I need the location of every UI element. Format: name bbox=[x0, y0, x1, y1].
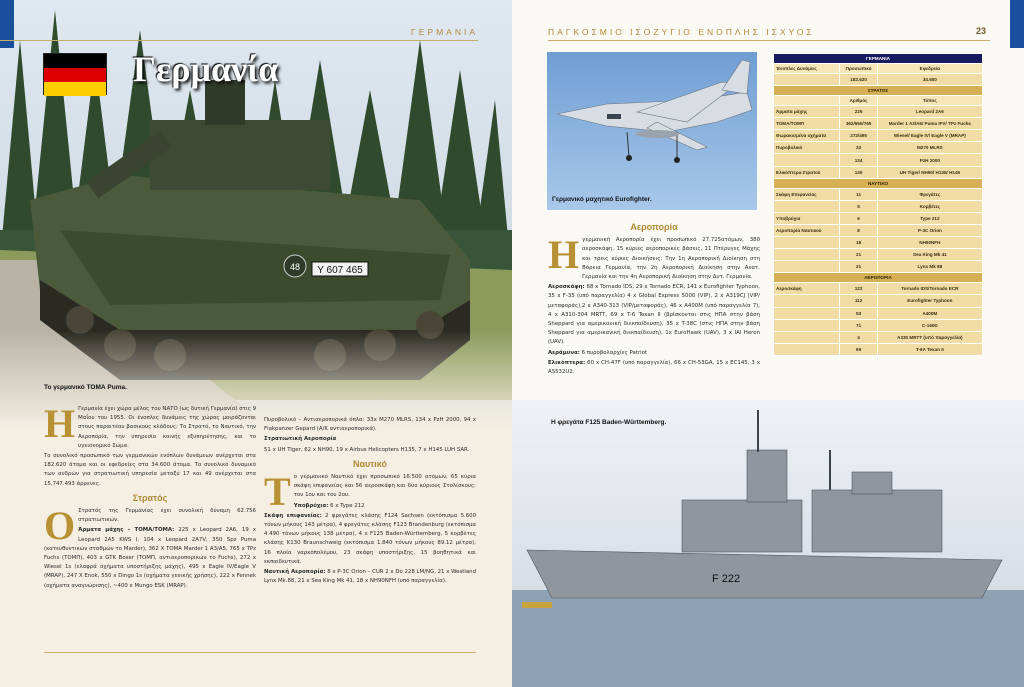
drop-cap: Ο bbox=[44, 503, 76, 549]
surf-label: Σκάφη επιφανείας: bbox=[264, 512, 322, 519]
army-units: 225 x Leopard 2A6, 19 x Leopard 2A5 KWS I, 104 x Leopard 2A7V, 350 Spz Puma (κατευθυντικών σταθμών το Marder), 362 X ΤΟΜΑ Marder 1 A3/A5, 765 x TPz Fuchs (ΤΟΜΠ), 403 x GTK Boxer (ΤΟΜΠ, αντιαεροπορικών το Fuchs), 272 x Wiesel 1s (ελαφρά οχήματα υποστήριξης μάχης), 495 x Eagle IV/Eagle V (MRAP), 247 X Enok, 550 x Dingo 1s (οχήματα γενικής χρήσης), 222 x Fennek (οχήματα αναγνώρισης), ~400 x Mungo ESK (MRAP). bbox=[44, 527, 256, 589]
table-cell: Type 212 bbox=[877, 212, 982, 224]
army-text-2: Πυροβολικό – Αντιαεροπορικά όπλα: 33x M270 MLRS, 134 x PzH 2000, 94 x Flakpanzer Gepard (Α/Κ αντιαεροπορικά). bbox=[264, 417, 476, 433]
table-cell: Σκάφη Επιφανείας bbox=[774, 188, 840, 200]
table-cell: M270 MLRS bbox=[877, 142, 982, 154]
table-cell: T-6A Texan II bbox=[877, 343, 982, 355]
table-cell bbox=[774, 343, 840, 355]
army-heading: Στρατός bbox=[132, 492, 168, 503]
table-row bbox=[774, 166, 983, 178]
table-row bbox=[774, 237, 983, 249]
table-cell: P-3C Orion bbox=[877, 224, 982, 236]
table-cell: Eurofighter Typhoon bbox=[877, 295, 982, 307]
table-section-row bbox=[774, 86, 983, 96]
right-column bbox=[264, 416, 476, 587]
hull-number: F 222 bbox=[712, 573, 741, 585]
table-cell: Θωρακισμένα οχήματα bbox=[774, 130, 840, 142]
table-cell: 8 bbox=[840, 224, 877, 236]
table-cell: Ένοπλες Δυνάμεις bbox=[774, 64, 840, 74]
table-row bbox=[774, 249, 983, 261]
table-row bbox=[774, 224, 983, 236]
germany-flag bbox=[43, 53, 107, 95]
page-number: 23 bbox=[975, 26, 986, 36]
table-title: ΓΕΡΜΑΝΙΑ bbox=[774, 54, 983, 64]
table-cell bbox=[774, 200, 840, 212]
table-cell: Tornado IDS/Tornado ECR bbox=[877, 283, 982, 295]
table-cell: 53 bbox=[840, 307, 877, 319]
table-cell bbox=[774, 261, 840, 273]
table-row bbox=[774, 154, 983, 166]
table-cell: Προσωπικό bbox=[840, 64, 877, 74]
table-cell: 112 bbox=[840, 295, 877, 307]
tank-caption: Το γερμανικό ΤΟΜΑ Puma. bbox=[44, 384, 127, 391]
table-row bbox=[774, 319, 983, 331]
table-cell: 134 bbox=[840, 154, 877, 166]
intro-text-2: Το συνολικό προσωπικό των γερμανικών ενόπλων δυνάμεων ανέρχεται στα 182.620 άτομα και οι εφεδρείες στα 34.600 άτομα. Το συνολικό δυναμικό των ανδρών για στρατιωτική υπηρεσία μεταξύ 17 και 49 ανέρχεται στα 15.747.493 άρρενες. bbox=[44, 453, 256, 487]
drop-cap: Η bbox=[548, 232, 580, 278]
navy-heading: Ναυτικό bbox=[352, 458, 387, 469]
table-row bbox=[774, 261, 983, 273]
table-row bbox=[774, 200, 983, 212]
sub-label: Υποβρύχια: bbox=[293, 502, 329, 509]
table-cell: PzH 2000 bbox=[877, 154, 982, 166]
table-cell: Lynx Mk 88 bbox=[877, 261, 982, 273]
table-cell: Άρματα μάχης bbox=[774, 106, 840, 118]
air-column bbox=[548, 218, 760, 378]
ship-caption: Η φρεγάτα F125 Baden-Württemberg. bbox=[551, 419, 667, 426]
table-cell: 362/550/765 bbox=[840, 118, 877, 130]
frigate-photo bbox=[512, 400, 1024, 687]
table-cell: 71 bbox=[840, 319, 877, 331]
table-cell: A330 MRTT (υπό παραγγελία) bbox=[877, 331, 982, 343]
table-cell: 4 bbox=[840, 331, 877, 343]
table-cell: Κορβέτες bbox=[877, 200, 982, 212]
drop-cap: Τ bbox=[264, 469, 291, 515]
table-cell: 225 bbox=[840, 106, 877, 118]
table-cell: A400M bbox=[877, 307, 982, 319]
navy-text: ο γερμανικό Ναυτικό έχει προσωπικό 16.500 ατόμων, 65 κύρια σκάφη επιφανείας και 56 αεροσκάφη και δύο κύριους Στολίσκους: του 1ου και του 2ου. bbox=[293, 474, 476, 499]
table-section-title: ΑΕΡΟΠΟΡΙΑ bbox=[774, 273, 983, 283]
table-cell bbox=[774, 319, 840, 331]
surf-text: 2 φρεγάτες κλάσης F124 Sachsen (εκτόπισμα 5.600 τόνων μήκους 143 μέτρα), 4 φρεγάτες κλάσης F123 Brandenburg (εκτόπισμα 4.490 τόνων μήκους 138 μέτρα), 4 x F125 Baden-Württemberg, 5 κορβέτες κλάσης K130 Braunschweig (εκτόπισμα 1.840 τόνων μήκους 89.12 μέτρα), 16 πλοία ναρκοπολέμου, 23 σκάφη υποστήριξης, 15 βοηθητικά και εκπαιδευτικά. bbox=[264, 512, 476, 565]
svg-text:Y 607 465: Y 607 465 bbox=[317, 265, 363, 276]
table-cell: Marder 1 A3/A5/ Puma IFV/ TPz Fuchs bbox=[877, 118, 982, 130]
table-cell: Φρεγάτες bbox=[877, 188, 982, 200]
table-section-row bbox=[774, 273, 983, 283]
table-row bbox=[774, 212, 983, 224]
jet-caption: Γερμανικό μαχητικό Eurofighter. bbox=[552, 196, 652, 203]
naval-air-text: 8 x P-3C Orion – CUR 2 x Do 228 LM/NG, 21 x Westland Lynx Mk.88, 21 x Sea King Mk 41, 18 x NH90NFH (υπό παραγγελία). bbox=[264, 569, 477, 585]
table-cell: Αριθμός bbox=[840, 96, 877, 106]
intro-text: Γερμανία έχει χώρα μέλος του ΝΑΤΟ (ως δυτική Γερμανία) στις 9 Μαΐου του 1955. Οι ένοπλες δυνάμεις της χώρας μοιράζονται στους παραιτέου βασικούς κλάδους: Το Στρατό, το Ναυτικό, την Αεροπορία, την υπηρεσία κοινής εξυπηρέτησης, και το υγειονομικό Σώμα. bbox=[78, 406, 257, 449]
aircraft-text: 68 x Tornado IDS, 29 x Tornado ECR, 141 x Eurofighter Typhoon, 35 x F-35 (υπό παραγγελία) 4 x Global Express 5000 (VIP), 2 x A319CJ (VIP/μεταφοράς),2 x A340-313 (VIP/μεταφοράς), 46 x A400M (υπό παραγγελία 7), 4 x A310-304 MRTT, 69 x T-6 Texan II (βρίσκονται στις ΗΠΑ στην βάση Sheppard για αμερικανική διεκπαίδευση), 35 x T-38C (στις ΗΠΑ στην βάση Sheppard για αμερικανική διεκπαίδευση), 1x EuroHawk (UAV), 3 x IAI Heron (UAV). bbox=[548, 284, 760, 346]
header-rule bbox=[548, 40, 990, 41]
air-heading: Αεροπορία bbox=[630, 222, 678, 232]
table-row bbox=[774, 130, 983, 142]
table-cell: ΤΟΜΑ/ΤΟΜΠ bbox=[774, 118, 840, 130]
table-cell: 182.620 bbox=[840, 74, 877, 86]
table-section-title: ΣΤΡΑΤΟΣ bbox=[774, 86, 983, 96]
right-page bbox=[512, 0, 1024, 687]
table-cell: 34.600 bbox=[877, 74, 982, 86]
table-cell: 130 bbox=[840, 166, 877, 178]
table-cell: 6 bbox=[840, 212, 877, 224]
forces-table bbox=[773, 53, 983, 356]
running-header: ΓΕΡΜΑΝΙΑ bbox=[411, 27, 478, 37]
table-cell bbox=[774, 154, 840, 166]
table-cell: 69 bbox=[840, 343, 877, 355]
naval-air-label: Ναυτική Αεροπορία: bbox=[264, 569, 326, 576]
page-corner-tab bbox=[1010, 0, 1024, 48]
table-cell bbox=[774, 74, 840, 86]
table-cell bbox=[774, 295, 840, 307]
left-column bbox=[44, 401, 257, 592]
drop-cap: Η bbox=[44, 401, 76, 446]
table-cell: Wiesel/ Eagle IV/ Eagle V (MRAP) bbox=[877, 130, 982, 142]
army-label: Άρματα μάχης – ΤΟΜΑ/ΤΟΜΑ: bbox=[78, 527, 175, 534]
table-cell: Αεροπορία Ναυτικού bbox=[774, 224, 840, 236]
country-title: Γερμανία bbox=[133, 49, 279, 89]
army-text: Στρατός της Γερμανίας έχει συνολική δύναμη 62.756 στρατιωτικών. bbox=[78, 508, 256, 524]
table-cell bbox=[774, 96, 840, 106]
table-row bbox=[774, 307, 983, 319]
table-section-row bbox=[774, 178, 983, 188]
table-row bbox=[774, 331, 983, 343]
table-cell: 21 bbox=[840, 249, 877, 261]
table-cell: UH Tiger/ NH90/ H135/ H145 bbox=[877, 166, 982, 178]
table-cell: NH90NFH bbox=[877, 237, 982, 249]
missiles-text: 6 πυροβολαρχίες Patriot bbox=[581, 349, 648, 356]
table-cell: 21 bbox=[840, 261, 877, 273]
table-cell bbox=[774, 249, 840, 261]
table-cell: Τύπος bbox=[877, 96, 982, 106]
table-row bbox=[774, 295, 983, 307]
table-cell bbox=[774, 307, 840, 319]
aircraft-label: Αεροσκάφη: bbox=[548, 284, 585, 291]
table-cell: Ελικόπτερα Στρατού bbox=[774, 166, 840, 178]
table-cell: 11 bbox=[840, 188, 877, 200]
table-section-title: ΝΑΥΤΙΚΟ bbox=[774, 178, 983, 188]
table-header-row bbox=[774, 64, 983, 74]
table-cell: 33 bbox=[840, 142, 877, 154]
header-rule bbox=[0, 40, 478, 41]
table-cell: Sea King Mk 41 bbox=[877, 249, 982, 261]
army-aviation-label: Στρατιωτική Αεροπορία bbox=[264, 436, 337, 443]
missiles-label: Αεράμυνα: bbox=[548, 349, 580, 356]
table-cell bbox=[774, 331, 840, 343]
table-cell: Αεροσκάφη bbox=[774, 283, 840, 295]
table-cell: 272/495 bbox=[840, 130, 877, 142]
table-cell: 18 bbox=[840, 237, 877, 249]
table-row bbox=[774, 74, 983, 86]
table-row bbox=[774, 343, 983, 355]
table-cell bbox=[774, 237, 840, 249]
table-cell: C-160D bbox=[877, 319, 982, 331]
table-row bbox=[774, 106, 983, 118]
table-cell: Leopard 2A6 bbox=[877, 106, 982, 118]
table-title-row bbox=[774, 54, 983, 64]
running-header: ΠΑΓΚΟΣΜΙΟ ΙΣΟΖΥΓΙΟ ΕΝΟΠΛΗΣ ΙΣΧΥΟΣ bbox=[548, 27, 815, 37]
table-cell: Υποβρύχια bbox=[774, 212, 840, 224]
footer-rule bbox=[44, 652, 476, 653]
heli-label: Ελικόπτερα: bbox=[548, 359, 586, 366]
heli-text: 60 x CH-47F (υπό παραγγελία), 66 x CH-53GA, 15 x EC145, 3 x AS532U2. bbox=[548, 359, 760, 376]
table-row bbox=[774, 188, 983, 200]
table-row bbox=[774, 142, 983, 154]
table-cell: Πυροβολικό bbox=[774, 142, 840, 154]
table-subheader-row bbox=[774, 96, 983, 106]
table-cell: 5 bbox=[840, 200, 877, 212]
table-cell: 122 bbox=[840, 283, 877, 295]
eurofighter-photo bbox=[547, 52, 757, 210]
table-row bbox=[774, 283, 983, 295]
air-text: γερμανική Αεροπορία έχει προσωπικό 27.725ατόμων, 380 αεροσκάφη, 15 κύριες αεροπορικές βάσεις, 11 Πτέρυγες Μάχης και τρεις κύριες Διοικήσεις: Την 1η Αεροπορική Διοίκηση στη Βόρεια Γερμανία, την 2η Αεροπορική Διοίκηση στην Ανατ. Γερμανία και την 4η Αεροπορική Διοίκηση στην Δυτ. Γερμανία. bbox=[582, 237, 760, 281]
sub-text: 6 x Type 212 bbox=[330, 502, 365, 509]
svg-text:48: 48 bbox=[289, 262, 301, 272]
table-cell: Εφεδρεία bbox=[877, 64, 982, 74]
table-row bbox=[774, 118, 983, 130]
army-aviation: 51 x UH Tiger, 62 x NH90, 19 x Airbus Helicopters H135, 7 x H145 LUH SAR. bbox=[264, 446, 470, 453]
